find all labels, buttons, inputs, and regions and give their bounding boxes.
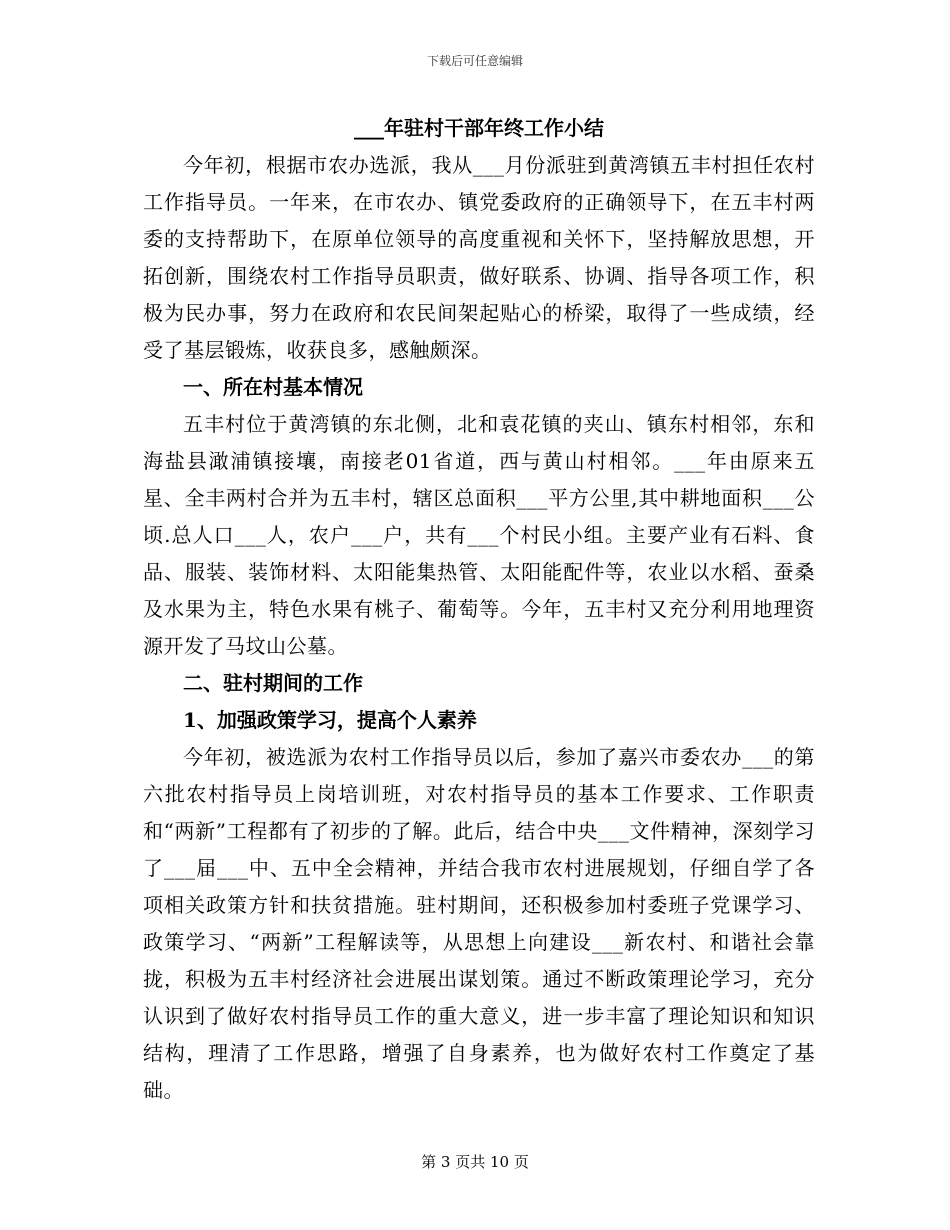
document-body bbox=[143, 110, 815, 1109]
subsection1-heading: 1、加强政策学习，提高个人素养 bbox=[183, 708, 477, 732]
section1-heading: 一、所在村基本情况 bbox=[183, 375, 363, 399]
subsection1-paragraph: 今年初，被选派为农村工作指导员以后，参加了嘉兴市委农办___的第六批农村指导员上岗培训班，对农村指导员的基本工作要求、工作职责和“两新”工程都有了初步的了解。此后，结合中央___文件精神，深刻学习了___届___中、五中全会精神，并结合我市农村进展规划，仔细自学了各项相关政策方针和扶贫措施。驻村期间，还积极参加村委班子党课学习、政策学习、“两新”工程解读等，从思想上向建设___新农村、和谐社会靠拢，积极为五丰村经济社会进展出谋划策。通过不断政策理论学习，充分认识到了做好农村指导员工作的重大意义，进一步丰富了理论知识和知识结构，理清了工作思路，增强了自身素养，也为做好农村工作奠定了基础。 bbox=[143, 745, 815, 1102]
document-title: ___年驻村干部年终工作小结 bbox=[354, 116, 604, 140]
header-note: 下载后可任意编辑 bbox=[426, 54, 523, 68]
intro-paragraph: 今年初，根据市农办选派，我从___月份派驻到黄湾镇五丰村担任农村工作指导员。一年来，在市农办、镇党委政府的正确领导下，在五丰村两委的支持帮助下，在原单位领导的高度重视和关怀下，坚持解放思想，开拓创新，围绕农村工作指导员职责，做好联系、协调、指导各项工作，积极为民办事，努力在政府和农民间架起贴心的桥梁，取得了一些成绩，经受了基层锻炼，收获良多，感触颇深。 bbox=[143, 153, 815, 362]
page-footer: 第 3 页共 10 页 bbox=[421, 1153, 529, 1171]
section1-paragraph: 五丰村位于黄湾镇的东北侧，北和袁花镇的夹山、镇东村相邻，东和海盐县澉浦镇接壤，南接老01省道，西与黄山村相邻。___年由原来五星、全丰两村合并为五丰村，辖区总面积___平方公里,其中耕地面积___公顷.总人口___人，农户___户，共有___个村民小组。主要产业有石料、食品、服装、装饰材料、太阳能集热管、太阳能配件等，农业以水稻、蚕桑及水果为主，特色水果有桃子、葡萄等。今年，五丰村又充分利用地理资源开发了马坟山公墓。 bbox=[143, 412, 815, 658]
section2-heading: 二、驻村期间的工作 bbox=[183, 671, 363, 695]
